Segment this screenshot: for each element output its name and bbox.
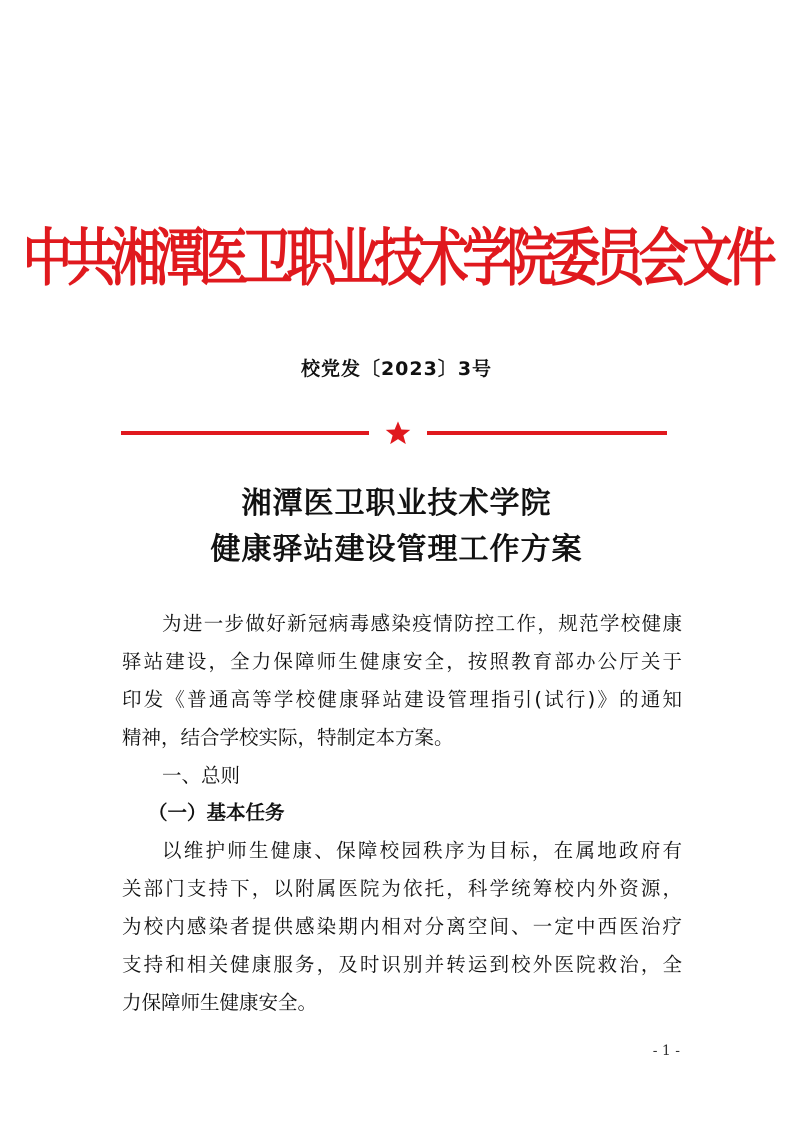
subsection-heading: （一）基本任务 xyxy=(148,801,285,824)
intro-line: 精神，结合学校实际，特制定本方案。 xyxy=(122,726,454,749)
header-divider-right xyxy=(427,431,667,435)
paragraph-line: 为校内感染者提供感染期内相对分离空间、一定中西医治疗 xyxy=(122,915,682,938)
document-title-line-1: 湘潭医卫职业技术学院 xyxy=(241,486,552,521)
issuer-header: 中共湘潭医卫职业技术学院委员会文件 xyxy=(22,220,771,295)
paragraph-line: 力保障师生健康安全。 xyxy=(122,991,318,1014)
document-title-line-2: 健康驿站建设管理工作方案 xyxy=(210,532,583,567)
paragraph-line: 以维护师生健康、保障校园秩序为目标，在属地政府有 xyxy=(162,839,682,862)
intro-line: 印发《普通高等学校健康驿站建设管理指引(试行)》的通知 xyxy=(122,688,682,711)
intro-line: 驿站建设，全力保障师生健康安全，按照教育部办公厅关于 xyxy=(122,650,682,673)
section-heading: 一、总则 xyxy=(162,764,241,787)
paragraph-line: 关部门支持下，以附属医院为依托，科学统筹校内外资源， xyxy=(122,877,682,900)
header-divider-left xyxy=(121,431,369,435)
page-number: - 1 - xyxy=(652,1043,680,1059)
paragraph-line: 支持和相关健康服务，及时识别并转运到校外医院救治，全 xyxy=(122,953,682,976)
intro-line: 为进一步做好新冠病毒感染疫情防控工作，规范学校健康 xyxy=(162,612,682,635)
star-icon xyxy=(384,419,412,447)
document-number: 校党发〔2023〕3号 xyxy=(300,358,493,380)
